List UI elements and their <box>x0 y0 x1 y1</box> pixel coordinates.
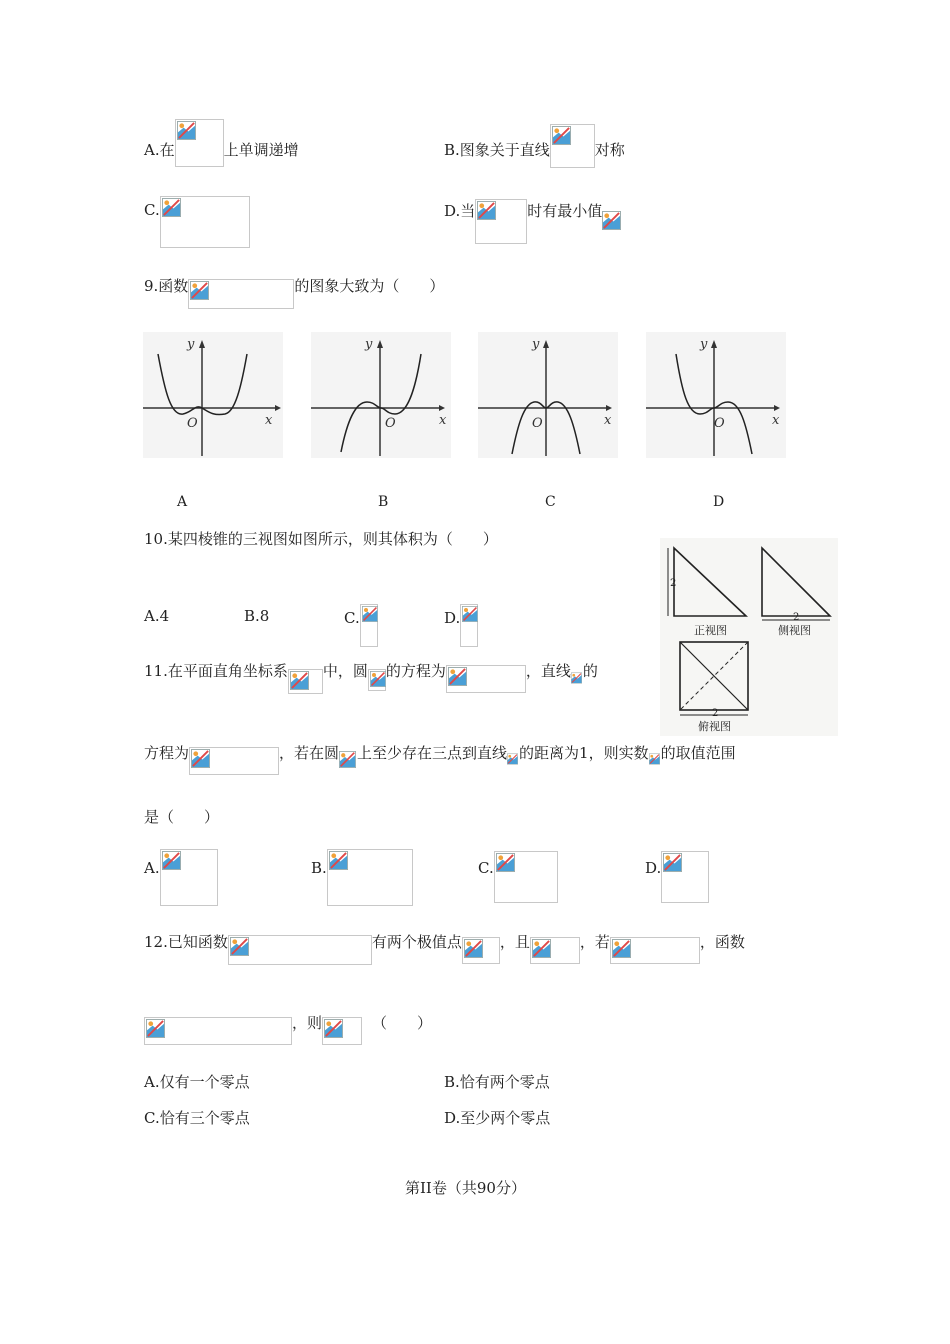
q10-stem: 10.某四棱锥的三视图如图所示，则其体积为（ ） <box>144 530 498 548</box>
q12-line-1 <box>144 929 745 953</box>
q9-graph-b <box>311 332 451 458</box>
formula-image <box>368 669 386 691</box>
q11-text-c: 的方程为 <box>385 661 446 680</box>
q8-option-b <box>444 137 625 161</box>
q9-graph-b-label: B <box>378 494 389 510</box>
broken-image-icon <box>324 1019 343 1038</box>
formula-image <box>610 937 700 964</box>
broken-image-icon <box>190 281 209 300</box>
formula-image <box>530 937 580 964</box>
formula-image <box>494 851 558 903</box>
top-view-label: 俯视图 <box>698 720 731 733</box>
formula-image <box>228 935 372 965</box>
q11-option-c <box>478 856 558 880</box>
formula-image <box>339 750 357 774</box>
broken-image-icon <box>496 853 515 872</box>
broken-image-icon <box>532 939 551 958</box>
q12-option-a: A.仅有一个零点 <box>144 1073 250 1091</box>
broken-image-icon <box>602 211 621 230</box>
q11-option-b-prefix: B. <box>311 859 327 877</box>
q12-option-c: C.恰有三个零点 <box>144 1109 250 1127</box>
graph-origin-label: O <box>385 416 396 431</box>
formula-image <box>571 670 583 692</box>
q12-line-2 <box>144 1010 432 1034</box>
q8-option-a-prefix: A.在 <box>144 140 175 159</box>
broken-image-icon <box>230 937 249 956</box>
q11-option-a <box>144 856 218 880</box>
q8-option-d <box>444 198 623 222</box>
q12-text-a: 12.已知函数 <box>144 932 228 951</box>
graph-x-label: x <box>439 413 447 428</box>
q11-line-2 <box>144 740 736 764</box>
broken-image-icon <box>162 851 181 870</box>
q9-suffix: 的图象大致为（ ） <box>294 276 445 295</box>
top-view-dim: 2 <box>712 708 719 719</box>
q9-graph-c <box>478 332 618 458</box>
broken-image-icon <box>362 606 378 622</box>
graph-y-label: y <box>187 337 195 352</box>
formula-image <box>360 604 378 647</box>
broken-image-icon <box>462 606 478 622</box>
q10-option-d-prefix: D. <box>444 609 461 627</box>
graph-y-label: y <box>365 337 373 352</box>
q11-option-b <box>311 856 413 880</box>
q11-text-g: ，若在圆 <box>279 743 340 762</box>
broken-image-icon <box>290 671 309 690</box>
broken-image-icon <box>162 198 181 217</box>
q9-graph-c-label: C <box>545 494 556 510</box>
broken-image-icon <box>612 939 631 958</box>
q9-graph-d-label: D <box>713 494 725 510</box>
front-view-dim: 2 <box>670 578 677 589</box>
q12-text-d: ，若 <box>579 932 610 951</box>
q12-text-g: （ ） <box>372 1013 433 1032</box>
q9-graph-d <box>646 332 786 458</box>
graph-y-label: y <box>532 337 540 352</box>
front-view-label: 正视图 <box>694 624 727 637</box>
q11-text-h: 上至少存在三点到直线 <box>357 743 508 762</box>
q11-option-d <box>645 856 709 880</box>
broken-image-icon <box>477 201 496 220</box>
broken-image-icon <box>191 749 210 768</box>
q12-text-f: ，则 <box>292 1013 323 1032</box>
broken-image-icon <box>649 751 660 767</box>
q12-option-b: B.恰有两个零点 <box>444 1073 550 1091</box>
q8-option-a-suffix: 上单调递增 <box>223 140 299 159</box>
q8-option-d-prefix: D.当 <box>444 201 476 220</box>
formula-image <box>175 119 224 167</box>
formula-image <box>462 937 500 964</box>
q8-option-c <box>144 198 250 222</box>
broken-image-icon <box>663 853 682 872</box>
formula-image <box>189 747 279 775</box>
graph-x-label: x <box>772 413 780 428</box>
q10-three-views-figure <box>660 538 838 736</box>
q11-text-i: 的距离为1，则实数 <box>519 743 649 762</box>
q11-text-b: 中，圆 <box>322 661 368 680</box>
broken-image-icon <box>329 851 348 870</box>
q11-line-3: 是（ ） <box>144 808 220 826</box>
q12-option-d: D.至少两个零点 <box>444 1109 551 1127</box>
q8-option-c-prefix: C. <box>144 201 160 219</box>
formula-image <box>460 604 478 647</box>
broken-image-icon <box>507 751 518 767</box>
formula-image <box>507 750 519 774</box>
q10-option-a: A.4 <box>144 607 170 625</box>
broken-image-icon <box>571 671 582 685</box>
formula-image <box>327 849 413 906</box>
q9-stem <box>144 273 444 297</box>
formula-image <box>661 851 709 903</box>
q8-option-a <box>144 137 299 161</box>
q9-graph-a <box>143 332 283 458</box>
graph-origin-label: O <box>532 416 543 431</box>
formula-image <box>602 211 623 232</box>
q12-text-e: ，函数 <box>699 932 745 951</box>
q11-text-j: 的取值范围 <box>660 743 736 762</box>
formula-image <box>550 124 595 168</box>
formula-image <box>160 849 218 906</box>
broken-image-icon <box>464 939 483 958</box>
q8-option-d-suffix: 时有最小值 <box>527 201 603 220</box>
q11-option-c-prefix: C. <box>478 859 494 877</box>
broken-image-icon <box>552 126 571 145</box>
side-view-label: 侧视图 <box>778 624 811 637</box>
graph-origin-label: O <box>714 416 725 431</box>
q11-option-a-prefix: A. <box>144 859 160 877</box>
formula-image <box>475 199 527 244</box>
q10-option-d <box>444 606 478 630</box>
formula-image <box>446 665 526 693</box>
broken-image-icon <box>370 671 386 687</box>
formula-image <box>144 1017 292 1045</box>
formula-image <box>188 279 294 309</box>
q10-option-c-prefix: C. <box>344 609 360 627</box>
graph-x-label: x <box>604 413 612 428</box>
formula-image <box>288 669 323 694</box>
broken-image-icon <box>339 751 356 768</box>
q10-option-c <box>344 606 378 630</box>
broken-image-icon <box>146 1019 165 1038</box>
q12-text-b: 有两个极值点 <box>371 932 462 951</box>
graph-x-label: x <box>265 413 273 428</box>
formula-image <box>322 1017 362 1045</box>
q12-text-c: ，且 <box>499 932 530 951</box>
formula-image <box>649 750 661 774</box>
side-view-dim: 2 <box>793 612 800 623</box>
q11-text-a: 11.在平面直角坐标系 <box>144 661 288 680</box>
q8-option-b-suffix: 对称 <box>594 140 625 159</box>
graph-y-label: y <box>700 337 708 352</box>
broken-image-icon <box>177 121 196 140</box>
q11-text-d: ，直线 <box>525 661 571 680</box>
graph-origin-label: O <box>187 416 198 431</box>
formula-image <box>160 196 250 248</box>
broken-image-icon <box>448 667 467 686</box>
q9-graph-a-label: A <box>177 494 188 510</box>
q11-line-1 <box>144 658 598 682</box>
q11-text-f: 方程为 <box>144 743 190 762</box>
q11-text-e: 的 <box>582 661 598 680</box>
q10-option-b: B.8 <box>244 607 270 625</box>
q11-option-d-prefix: D. <box>645 859 662 877</box>
section-heading: 第II卷（共90分） <box>405 1179 526 1197</box>
q9-prefix: 9.函数 <box>144 276 189 295</box>
q8-option-b-prefix: B.图象关于直线 <box>444 140 550 159</box>
